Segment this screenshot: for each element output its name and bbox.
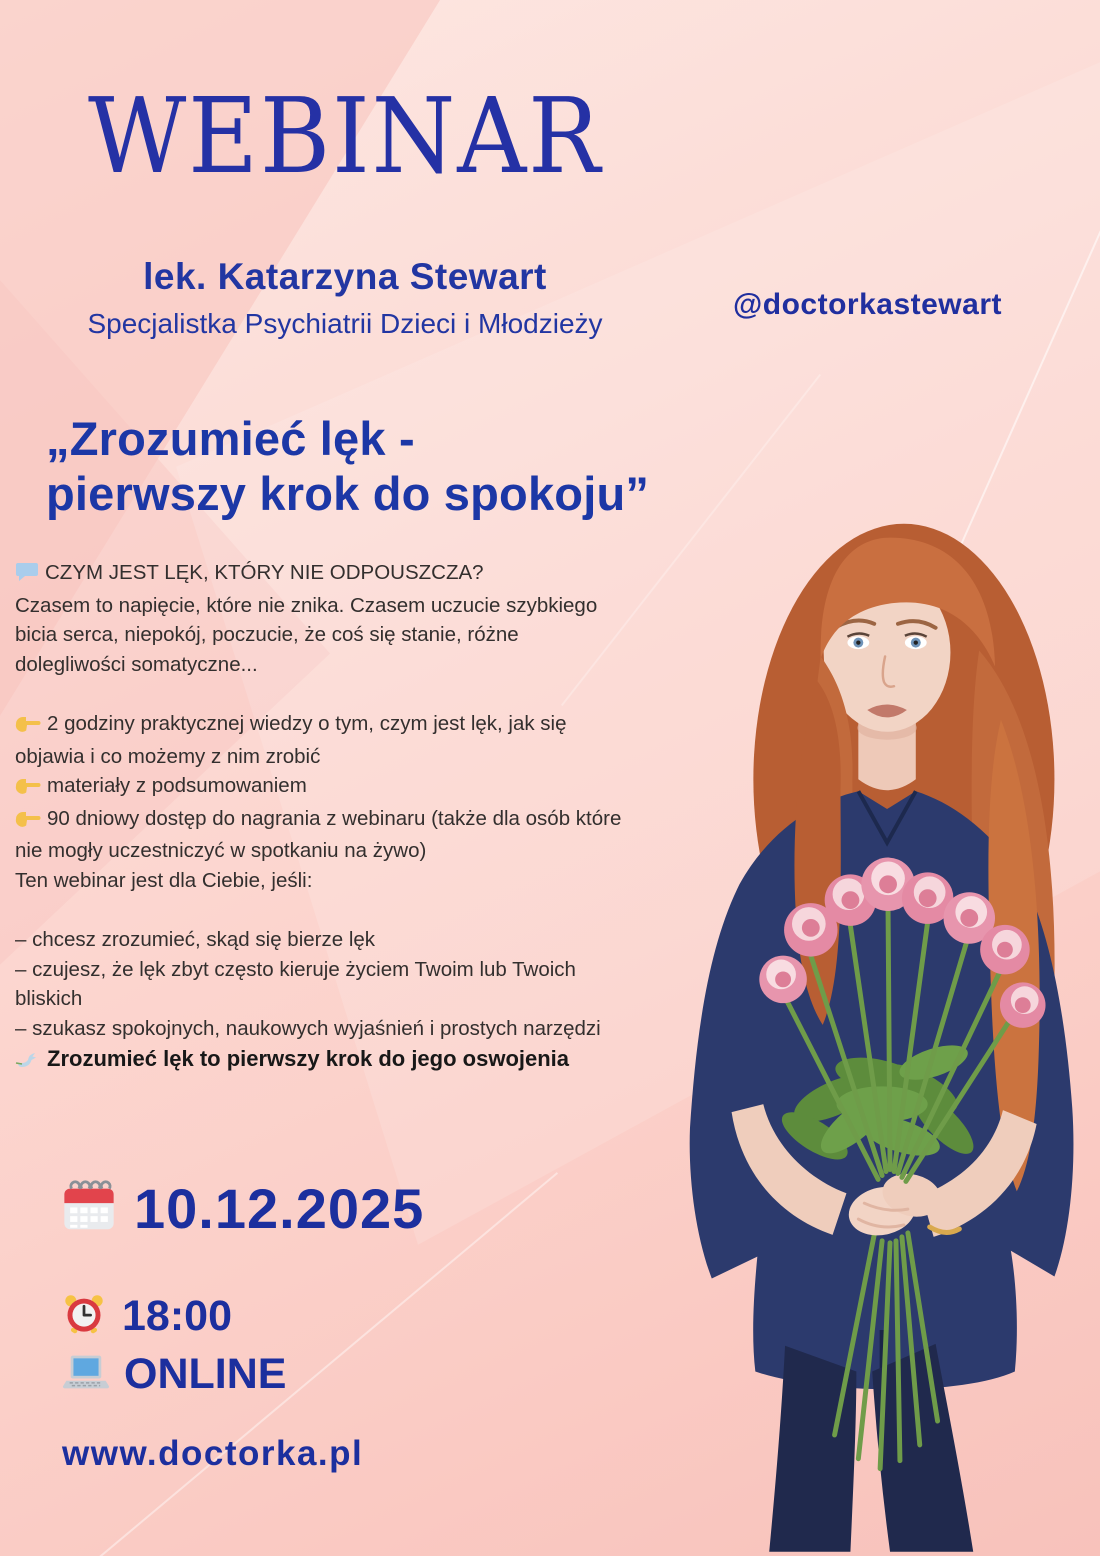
about-heading-row bbox=[15, 558, 623, 591]
audience-item: – szukasz spokojnych, naukowych wyjaśnień i prostych narzędzi bbox=[15, 1016, 601, 1040]
benefit-item: materiały z podsumowaniem bbox=[15, 771, 623, 804]
about-heading: CZYM JEST LĘK, KTÓRY NIE ODPOUSZCZA? bbox=[45, 561, 484, 584]
alarm-clock-icon bbox=[62, 1292, 106, 1341]
event-date-row bbox=[60, 1176, 424, 1241]
pointing-finger-icon bbox=[15, 712, 41, 742]
audience-item: – czujesz, że lęk zbyt często kieruje życiem Twoim lub Twoich bliskich bbox=[15, 957, 576, 1011]
about-body: Czasem to napięcie, które nie znika. Czasem uczucie szybkiego bicia serca, niepokój, poczucie, że coś się stanie, różne dolegliwości somatyczne... bbox=[15, 593, 598, 676]
pointing-finger-icon bbox=[15, 807, 41, 837]
event-date: 10.12.2025 bbox=[134, 1177, 425, 1240]
speaker-specialty: Specjalistka Psychiatrii Dzieci i Młodzieży bbox=[87, 308, 603, 339]
benefit-item: 2 godziny praktycznej wiedzy o tym, czym jest lęk, jak się objawia i co możemy z nim zrobić bbox=[15, 712, 567, 768]
audience-item: – chcesz zrozumieć, skąd się bierze lęk bbox=[15, 928, 376, 952]
event-format: ONLINE bbox=[124, 1350, 287, 1398]
topic-line-1: „Zrozumieć lęk - bbox=[46, 412, 415, 465]
speech-bubble-icon bbox=[15, 561, 39, 591]
webinar-topic-title bbox=[46, 412, 649, 522]
closing-statement: Zrozumieć lęk to pierwszy krok do jego oswojenia bbox=[15, 1043, 623, 1078]
event-format-row bbox=[62, 1350, 286, 1399]
event-time: 18:00 bbox=[122, 1292, 232, 1340]
social-handle: @doctorkastewart bbox=[733, 288, 1002, 321]
laptop-icon bbox=[62, 1354, 110, 1395]
website-url: www.doctorka.pl bbox=[62, 1434, 364, 1473]
speaker-photo bbox=[585, 478, 1100, 1556]
benefit-item: 90 dniowy dostęp do nagrania z webinaru (także dla osób które nie mogły uczestniczyć w spotkaniu na żywo) bbox=[15, 806, 622, 863]
topic-line-2: pierwszy krok do spokoju” bbox=[46, 466, 650, 520]
audience-list bbox=[15, 925, 623, 1043]
event-time-row bbox=[62, 1292, 232, 1341]
poster-title: WEBINAR bbox=[88, 75, 603, 197]
dove-icon bbox=[15, 1046, 41, 1078]
benefits-list bbox=[15, 709, 623, 866]
speaker-block bbox=[0, 256, 690, 340]
calendar-icon bbox=[60, 1177, 118, 1240]
audience-intro: Ten webinar jest dla Ciebie, jeśli: bbox=[15, 868, 313, 892]
pointing-finger-icon bbox=[15, 774, 41, 804]
speaker-name: lek. Katarzyna Stewart bbox=[143, 256, 547, 297]
info-column bbox=[15, 558, 623, 1078]
